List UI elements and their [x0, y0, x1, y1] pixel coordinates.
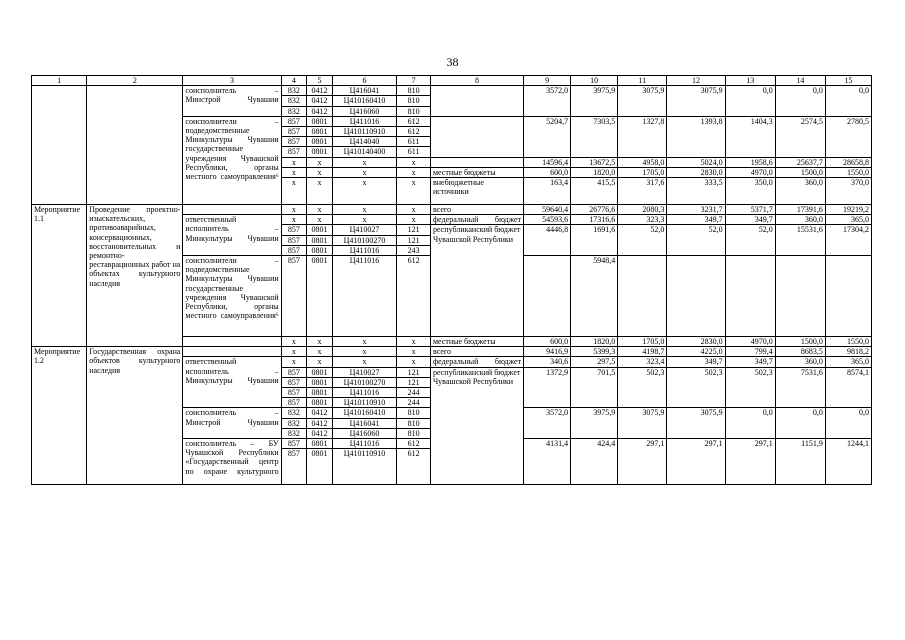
source-cell: местные бюджеты: [430, 337, 523, 347]
value-cell: 3975,9: [571, 408, 618, 439]
code-cell: 810: [397, 106, 431, 116]
value-cell: 5204,7: [524, 116, 571, 157]
source-cell: федеральный бюджет: [430, 357, 523, 367]
event-description: Проведение проектно-изыскательских, противоаварийных, консервационных, восстановительных и ремонтно-реставрационных работ на объектах культурного наследия: [87, 205, 183, 347]
code-cell: х: [397, 157, 431, 167]
column-number: 1: [32, 76, 87, 86]
executor-cell: [183, 337, 281, 347]
code-cell: х: [307, 357, 333, 367]
code-cell: 121: [397, 367, 431, 377]
code-cell: Ц410100270: [332, 235, 396, 245]
code-cell: 0801: [307, 147, 333, 157]
value-cell: 1820,0: [571, 337, 618, 347]
code-cell: 857: [281, 439, 307, 449]
value-cell: 5371,7: [725, 205, 775, 215]
code-cell: 611: [397, 147, 431, 157]
code-cell: Ц410027: [332, 225, 396, 235]
value-cell: [775, 256, 825, 337]
code-cell: 121: [397, 225, 431, 235]
value-cell: 360,0: [775, 357, 825, 367]
value-cell: 365,0: [825, 215, 871, 225]
value-cell: 5024,0: [667, 157, 725, 167]
value-cell: 1244,1: [825, 439, 871, 485]
column-number: 5: [307, 76, 333, 86]
value-cell: 365,0: [825, 357, 871, 367]
value-cell: 4970,0: [725, 167, 775, 177]
column-number: 14: [775, 76, 825, 86]
code-cell: 832: [281, 428, 307, 438]
value-cell: 349,7: [725, 357, 775, 367]
code-cell: Ц410110910: [332, 398, 396, 408]
code-cell: 810: [397, 96, 431, 106]
code-cell: 244: [397, 398, 431, 408]
code-cell: х: [397, 357, 431, 367]
source-cell: [430, 86, 523, 117]
code-cell: х: [307, 337, 333, 347]
value-cell: 2830,0: [667, 167, 725, 177]
code-cell: Ц410100270: [332, 377, 396, 387]
code-cell: 0801: [307, 225, 333, 235]
value-cell: 340,6: [524, 357, 571, 367]
value-cell: 4970,0: [725, 337, 775, 347]
value-cell: 52,0: [725, 225, 775, 256]
value-cell: 1958,6: [725, 157, 775, 167]
code-cell: х: [281, 337, 307, 347]
column-number-row: [32, 76, 872, 86]
code-cell: Ц416060: [332, 106, 396, 116]
code-cell: х: [397, 347, 431, 357]
executor-cell: соисполнители – подведомственные Минкультуры Чувашии государственные учреждения Чувашской Республики, органы местного самоуправления⁶: [183, 256, 281, 337]
executor-cell: [183, 347, 281, 357]
code-cell: 0801: [307, 235, 333, 245]
code-cell: 0412: [307, 418, 333, 428]
executor-cell: ответственный исполнитель – Минкультуры Чувашии: [183, 215, 281, 256]
code-cell: х: [332, 178, 396, 205]
code-cell: 857: [281, 137, 307, 147]
value-cell: 350,0: [725, 178, 775, 205]
code-cell: х: [307, 157, 333, 167]
value-cell: 1372,9: [524, 367, 571, 408]
value-cell: 17316,6: [571, 215, 618, 225]
value-cell: 0,0: [725, 408, 775, 439]
value-cell: 2574,5: [775, 116, 825, 157]
value-cell: 297,5: [571, 357, 618, 367]
column-number: 13: [725, 76, 775, 86]
event-label-1-2: Мероприятие 1.2: [32, 347, 87, 485]
code-cell: 0801: [307, 449, 333, 485]
code-cell: 0801: [307, 388, 333, 398]
code-cell: Ц416060: [332, 428, 396, 438]
column-number: 3: [183, 76, 281, 86]
code-cell: 810: [397, 408, 431, 418]
value-cell: 3075,9: [618, 86, 667, 117]
code-cell: 0801: [307, 398, 333, 408]
value-cell: 1705,0: [618, 167, 667, 177]
value-cell: 1500,0: [775, 167, 825, 177]
code-cell: х: [332, 347, 396, 357]
value-cell: [618, 256, 667, 337]
code-cell: 857: [281, 256, 307, 337]
value-cell: [725, 256, 775, 337]
code-cell: 832: [281, 418, 307, 428]
table-row: [32, 86, 872, 96]
source-cell: [430, 116, 523, 157]
code-cell: х: [332, 337, 396, 347]
source-cell: республиканский бюджет Чувашской Республики: [430, 367, 523, 485]
code-cell: 244: [397, 388, 431, 398]
code-cell: 612: [397, 449, 431, 485]
code-cell: Ц416041: [332, 86, 396, 96]
value-cell: 502,3: [618, 367, 667, 408]
value-cell: 13672,5: [571, 157, 618, 167]
value-cell: 370,0: [825, 178, 871, 205]
value-cell: 297,1: [667, 439, 725, 485]
code-cell: х: [332, 205, 396, 215]
code-cell: х: [397, 205, 431, 215]
value-cell: 3075,9: [618, 408, 667, 439]
code-cell: 243: [397, 245, 431, 255]
value-cell: 4958,0: [618, 157, 667, 167]
code-cell: х: [281, 157, 307, 167]
code-cell: 810: [397, 428, 431, 438]
value-cell: 297,1: [618, 439, 667, 485]
budget-table: [31, 75, 872, 485]
value-cell: 3075,9: [667, 86, 725, 117]
code-cell: Ц416041: [332, 418, 396, 428]
value-cell: 28658,8: [825, 157, 871, 167]
value-cell: 26776,6: [571, 205, 618, 215]
value-cell: 1691,6: [571, 225, 618, 256]
code-cell: х: [397, 215, 431, 225]
value-cell: [524, 256, 571, 337]
code-cell: Ц414040: [332, 137, 396, 147]
column-number: 8: [430, 76, 523, 86]
code-cell: 832: [281, 408, 307, 418]
value-cell: 600,0: [524, 337, 571, 347]
value-cell: 8683,5: [775, 347, 825, 357]
table-row: [32, 347, 872, 357]
code-cell: Ц411016: [332, 245, 396, 255]
value-cell: 799,4: [725, 347, 775, 357]
code-cell: 857: [281, 127, 307, 137]
value-cell: [825, 256, 871, 337]
code-cell: 0412: [307, 96, 333, 106]
code-cell: Ц410160410: [332, 408, 396, 418]
code-cell: 0412: [307, 428, 333, 438]
value-cell: 25637,7: [775, 157, 825, 167]
value-cell: 502,3: [667, 367, 725, 408]
executor-cell: ответственный исполнитель – Минкультуры Чувашии: [183, 357, 281, 408]
code-cell: Ц410110910: [332, 449, 396, 485]
value-cell: 17391,6: [775, 205, 825, 215]
code-cell: 0412: [307, 408, 333, 418]
code-cell: 0801: [307, 245, 333, 255]
code-cell: х: [281, 205, 307, 215]
code-cell: Ц411016: [332, 388, 396, 398]
value-cell: 1393,8: [667, 116, 725, 157]
column-number: 12: [667, 76, 725, 86]
code-cell: х: [281, 357, 307, 367]
value-cell: 17304,2: [825, 225, 871, 256]
value-cell: 2080,3: [618, 205, 667, 215]
value-cell: 3075,9: [667, 408, 725, 439]
value-cell: 317,6: [618, 178, 667, 205]
value-cell: 7303,5: [571, 116, 618, 157]
code-cell: 857: [281, 388, 307, 398]
value-cell: 323,3: [618, 215, 667, 225]
event-cell: [32, 86, 87, 205]
code-cell: 810: [397, 418, 431, 428]
code-cell: 857: [281, 147, 307, 157]
code-cell: 121: [397, 377, 431, 387]
code-cell: 857: [281, 116, 307, 126]
value-cell: 1705,0: [618, 337, 667, 347]
code-cell: х: [397, 337, 431, 347]
code-cell: 832: [281, 96, 307, 106]
value-cell: 4225,0: [667, 347, 725, 357]
event-label-1-1: Мероприятие 1.1: [32, 205, 87, 347]
table-row: [32, 205, 872, 215]
value-cell: 360,0: [775, 178, 825, 205]
code-cell: х: [307, 178, 333, 205]
value-cell: 0,0: [775, 408, 825, 439]
value-cell: [667, 256, 725, 337]
value-cell: 19219,2: [825, 205, 871, 215]
column-number: 11: [618, 76, 667, 86]
code-cell: х: [397, 178, 431, 205]
code-cell: х: [281, 347, 307, 357]
page-number: 38: [446, 55, 459, 69]
value-cell: 415,5: [571, 178, 618, 205]
column-number: 15: [825, 76, 871, 86]
value-cell: 297,1: [725, 439, 775, 485]
value-cell: 4198,7: [618, 347, 667, 357]
value-cell: 0,0: [825, 86, 871, 117]
code-cell: х: [332, 215, 396, 225]
value-cell: 5399,3: [571, 347, 618, 357]
value-cell: 1820,0: [571, 167, 618, 177]
column-number: 9: [524, 76, 571, 86]
code-cell: 857: [281, 398, 307, 408]
value-cell: 8574,1: [825, 367, 871, 408]
column-number: 10: [571, 76, 618, 86]
value-cell: 15531,6: [775, 225, 825, 256]
code-cell: 857: [281, 449, 307, 485]
value-cell: 3572,0: [524, 408, 571, 439]
value-cell: 0,0: [825, 408, 871, 439]
code-cell: Ц411016: [332, 439, 396, 449]
column-number: 7: [397, 76, 431, 86]
code-cell: х: [307, 347, 333, 357]
value-cell: 1550,0: [825, 337, 871, 347]
code-cell: х: [332, 157, 396, 167]
value-cell: 3975,9: [571, 86, 618, 117]
code-cell: Ц410027: [332, 367, 396, 377]
value-cell: 600,0: [524, 167, 571, 177]
column-number: 2: [87, 76, 183, 86]
code-cell: 0801: [307, 367, 333, 377]
value-cell: 701,5: [571, 367, 618, 408]
value-cell: 54593,6: [524, 215, 571, 225]
value-cell: 52,0: [618, 225, 667, 256]
code-cell: 612: [397, 439, 431, 449]
value-cell: 163,4: [524, 178, 571, 205]
code-cell: 832: [281, 86, 307, 96]
executor-cell: соисполнитель – БУ Чувашской Республики «Государственный центр по охране культурного: [183, 439, 281, 485]
value-cell: 14596,4: [524, 157, 571, 167]
executor-cell: соисполнители – подведомственные Минкультуры Чувашии государственные учреждения Чувашской Республики, органы местного самоуправления⁶: [183, 116, 281, 204]
column-number: 6: [332, 76, 396, 86]
value-cell: 0,0: [725, 86, 775, 117]
code-cell: 857: [281, 367, 307, 377]
executor-cell: [183, 205, 281, 215]
code-cell: 0412: [307, 86, 333, 96]
value-cell: 2830,0: [667, 337, 725, 347]
code-cell: 612: [397, 116, 431, 126]
value-cell: 333,5: [667, 178, 725, 205]
code-cell: Ц410140400: [332, 147, 396, 157]
code-cell: 857: [281, 377, 307, 387]
value-cell: 349,7: [725, 215, 775, 225]
code-cell: 0801: [307, 127, 333, 137]
source-cell: местные бюджеты: [430, 167, 523, 177]
code-cell: 0801: [307, 377, 333, 387]
value-cell: 3572,0: [524, 86, 571, 117]
code-cell: х: [307, 215, 333, 225]
value-cell: 59640,4: [524, 205, 571, 215]
value-cell: 4131,4: [524, 439, 571, 485]
source-cell: федеральный бюджет: [430, 215, 523, 225]
code-cell: 810: [397, 86, 431, 96]
source-cell: [430, 157, 523, 167]
code-cell: 857: [281, 245, 307, 255]
code-cell: 611: [397, 137, 431, 147]
code-cell: 857: [281, 235, 307, 245]
code-cell: 0412: [307, 106, 333, 116]
column-number: 4: [281, 76, 307, 86]
source-cell: внебюджетные источники: [430, 178, 523, 205]
code-cell: 612: [397, 256, 431, 337]
code-cell: 612: [397, 127, 431, 137]
value-cell: 1500,0: [775, 337, 825, 347]
value-cell: 323,4: [618, 357, 667, 367]
value-cell: 1404,3: [725, 116, 775, 157]
code-cell: 0801: [307, 439, 333, 449]
source-cell: всего: [430, 347, 523, 357]
value-cell: 4446,8: [524, 225, 571, 256]
code-cell: 0801: [307, 116, 333, 126]
code-cell: х: [307, 205, 333, 215]
code-cell: 832: [281, 106, 307, 116]
code-cell: 857: [281, 225, 307, 235]
event-description: Государственная охрана объектов культурного наследия: [87, 347, 183, 485]
source-cell: всего: [430, 205, 523, 215]
value-cell: 3231,7: [667, 205, 725, 215]
code-cell: 0801: [307, 137, 333, 147]
value-cell: 9818,2: [825, 347, 871, 357]
value-cell: 52,0: [667, 225, 725, 256]
value-cell: 360,0: [775, 215, 825, 225]
code-cell: х: [307, 167, 333, 177]
code-cell: х: [281, 167, 307, 177]
source-cell: республиканский бюджет Чувашской Республики: [430, 225, 523, 337]
code-cell: 0801: [307, 256, 333, 337]
value-cell: 349,7: [667, 357, 725, 367]
value-cell: 502,3: [725, 367, 775, 408]
value-cell: 1151,9: [775, 439, 825, 485]
value-cell: 9416,9: [524, 347, 571, 357]
event-description-cell: [87, 86, 183, 205]
value-cell: 349,7: [667, 215, 725, 225]
code-cell: х: [281, 178, 307, 205]
code-cell: Ц410110910: [332, 127, 396, 137]
value-cell: 1327,8: [618, 116, 667, 157]
value-cell: 2780,5: [825, 116, 871, 157]
value-cell: 424,4: [571, 439, 618, 485]
code-cell: х: [281, 215, 307, 225]
value-cell: 5948,4: [571, 256, 618, 337]
code-cell: Ц410160410: [332, 96, 396, 106]
code-cell: х: [332, 357, 396, 367]
code-cell: Ц411016: [332, 116, 396, 126]
code-cell: х: [332, 167, 396, 177]
value-cell: 7531,6: [775, 367, 825, 408]
executor-cell: соисполнитель – Минстрой Чувашии: [183, 408, 281, 439]
executor-cell: соисполнитель – Минстрой Чувашии: [183, 86, 281, 117]
code-cell: х: [397, 167, 431, 177]
value-cell: 0,0: [775, 86, 825, 117]
value-cell: 1550,0: [825, 167, 871, 177]
code-cell: 121: [397, 235, 431, 245]
code-cell: Ц411016: [332, 256, 396, 337]
